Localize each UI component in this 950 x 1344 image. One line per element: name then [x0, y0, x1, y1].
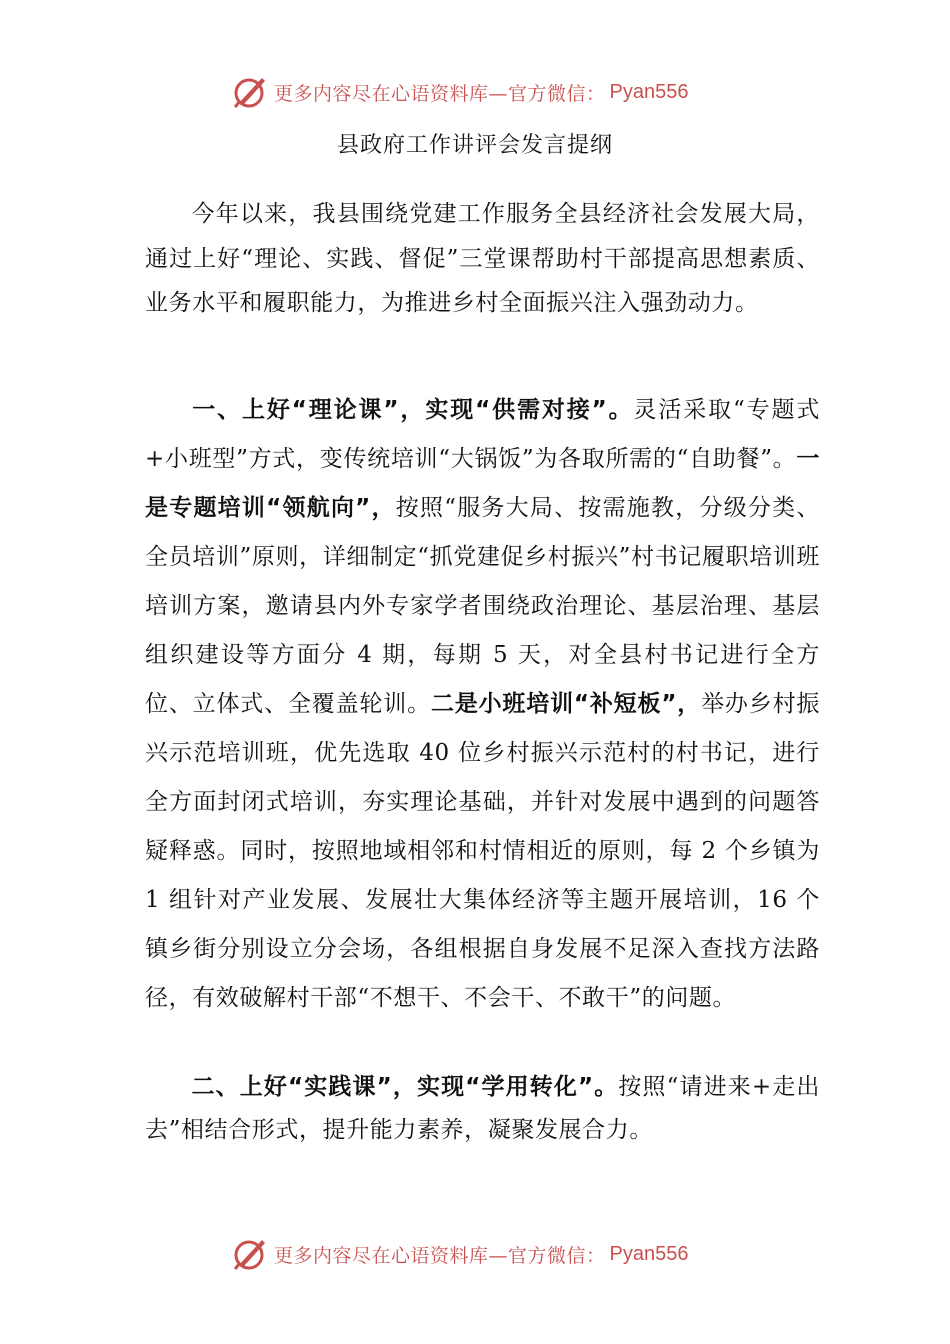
- section-two-text: 按照“请进来+走出去”相结合形式，提升能力素养，凝聚发展合力。: [145, 1074, 820, 1143]
- watermark-text: 更多内容尽在心语资料库—官方微信：: [274, 82, 606, 105]
- section-two-heading: 二、上好“实践课”，实现“学用转化”。: [191, 1074, 619, 1100]
- subsection-one-heading: 一是专题培训“领航向”，: [145, 446, 820, 521]
- section-one-text: 灵活采取“专题式+小班型”方式，变传统培训“大锅饭”为各取所需的“自助餐”。: [145, 397, 820, 472]
- subsection-one-text: 按照“服务大局、按需施教，分级分类、全员培训”原则，详细制定“抓党建促乡村振兴”村书记履职培训班培训方案，邀请县内外专家学者围绕政治理论、基层治理、基层组织建设等方面分 4 期，每期 5 天，对全县村书记进行全方位、立体式、全覆盖轮训。: [145, 495, 820, 717]
- quill-logo-icon: [232, 74, 268, 110]
- intro-paragraph: [145, 192, 820, 326]
- section-one-heading: 一、上好“理论课”，实现“供需对接”。: [191, 397, 634, 423]
- subsection-two-text: 举办乡村振兴示范培训班，优先选取 40 位乡村振兴示范村的村书记，进行全方面封闭式培训，夯实理论基础，并针对发展中遇到的问题答疑释惑。同时，按照地域相邻和村情相近的原则，每 2 个乡镇为 1 组针对产业发展、发展壮大集体经济等主题开展培训，16 个镇乡街分别设立分会场，各组根据自身发展不足深入查找方法路径，有效破解村干部“不想干、不会干、不敢干”的问题。: [145, 691, 821, 1011]
- watermark-wechat-id: Pyan556: [609, 80, 689, 103]
- watermark-text: 更多内容尽在心语资料库—官方微信：: [274, 1244, 606, 1267]
- section-two-paragraph: [145, 1066, 820, 1152]
- watermark-wechat-id: Pyan556: [609, 1242, 689, 1265]
- document-title: 县政府工作讲评会发言提纲: [336, 133, 613, 158]
- section-one-paragraph: [145, 386, 820, 1023]
- subsection-two-heading: 二是小班培训“补短板”，: [430, 691, 702, 717]
- quill-logo-icon: [232, 1236, 268, 1272]
- watermark-header: [232, 72, 688, 112]
- intro-text: 今年以来，我县围绕党建工作服务全县经济社会发展大局，通过上好“理论、实践、督促”三堂课帮助村干部提高思想素质、业务水平和履职能力，为推进乡村全面振兴注入强劲动力。: [145, 201, 820, 316]
- watermark-footer: [232, 1234, 688, 1274]
